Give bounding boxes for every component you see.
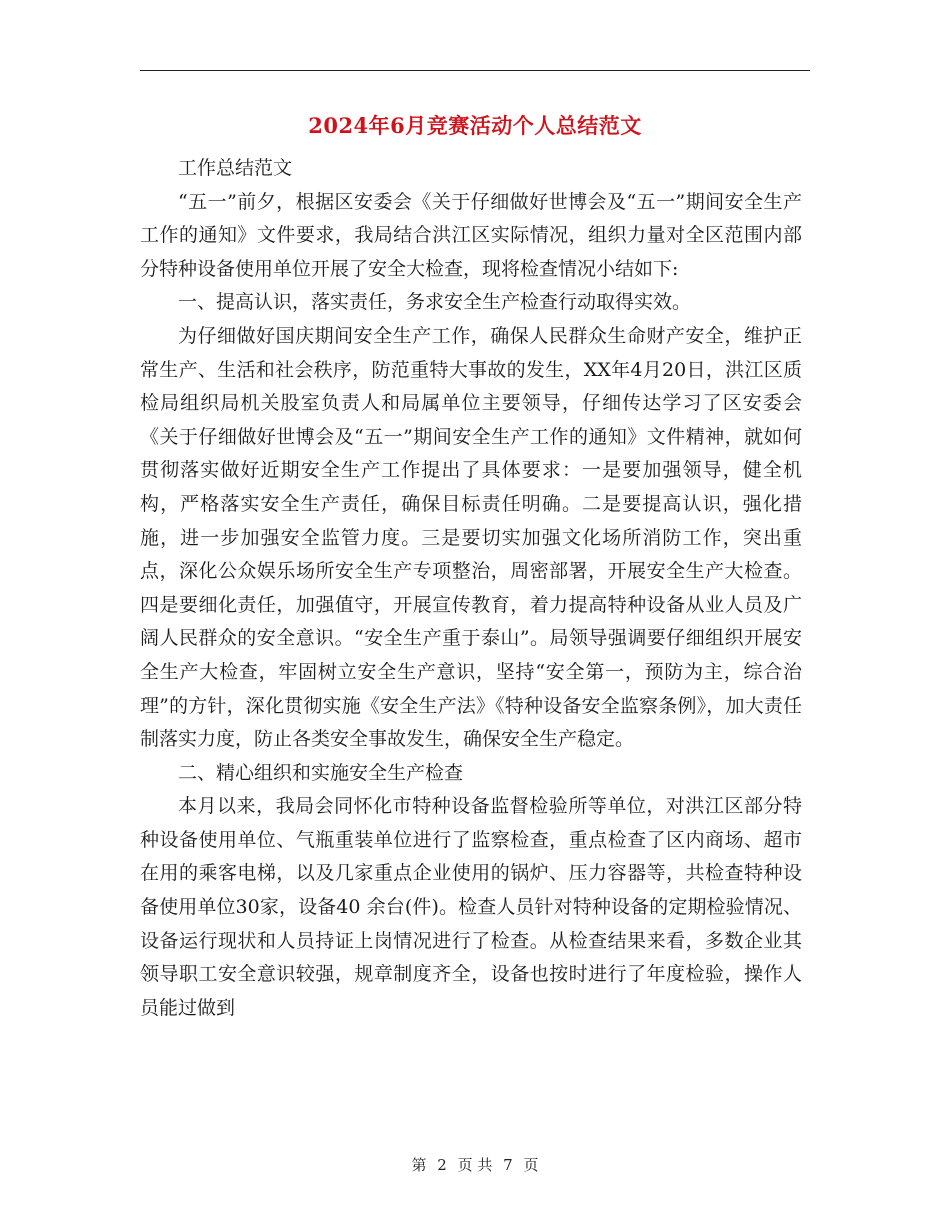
footer-page-number: 2 — [437, 1156, 447, 1174]
footer-middle: 页 共 — [457, 1156, 493, 1174]
header-rule — [140, 70, 810, 71]
paragraph: 本月以来，我局会同怀化市特种设备监督检验所等单位，对洪江区部分特种设备使用单位、气瓶重装单位进行了监察检查，重点检查了区内商场、超市在用的乘客电梯，以及几家重点企业使用的锅炉、压力容器等，共检查特种设备使用单位30家，设备40 余台(件)。检查人员针对特种设备的定期检验情况、设备运行现状和人员持证上岗情况进行了检查。从检查结果来看，多数企业其领导职工安全意识较强，规章制度齐全，设备也按时进行了年度检验，操作人员能过做到 — [140, 795, 802, 1019]
document-body — [140, 152, 802, 1025]
document-title: 2024年6月竞赛活动个人总结范文 — [308, 113, 642, 138]
paragraph: 工作总结范文 — [178, 157, 293, 179]
footer-suffix: 页 — [523, 1156, 539, 1174]
page-footer — [140, 1154, 810, 1175]
footer-total-pages: 7 — [503, 1156, 513, 1174]
paragraph: 为仔细做好国庆期间安全生产工作，确保人民群众生命财产安全，维护正常生产、生活和社会秩序，防范重特大事故的发生，XX年4月20日，洪江区质检局组织局机关股室负责人和局属单位主要领导，仔细传达学习了区安委会《关于仔细做好世博会及“五一”期间安全生产工作的通知》文件精神，就如何贯彻落实做好近期安全生产工作提出了具体要求：一是要加强领导，健全机构，严格落实安全生产责任，确保目标责任明确。二是要提高认识，强化措施，进一步加强安全监管力度。三是要切实加强文化场所消防工作，突出重点，深化公众娱乐场所安全生产专项整治，周密部署，开展安全生产大检查。四是要细化责任，加强值守，开展宣传教育，着力提高特种设备从业人员及广阔人民群众的安全意识。“安全生产重于泰山”。局领导强调要仔细组织开展安全生产大检查，牢固树立安全生产意识，坚持“安全第一，预防为主，综合治理”的方针，深化贯彻实施《安全生产法》《特种设备安全监察条例》，加大责任制落实力度，防止各类安全事故发生，确保安全生产稳定。 — [140, 324, 802, 751]
footer-prefix: 第 — [411, 1156, 427, 1174]
paragraph: 二、精心组织和实施安全生产检查 — [178, 761, 464, 784]
paragraph: 一、提高认识，落实责任，务求安全生产检查行动取得实效。 — [178, 291, 692, 314]
paragraph: “五一”前夕，根据区安委会《关于仔细做好世博会及“五一”期间安全生产工作的通知》文件要求，我局结合洪江区实际情况，组织力量对全区范围内部分特种设备使用单位开展了安全大检查，现将检查情况小结如下: — [140, 190, 802, 280]
